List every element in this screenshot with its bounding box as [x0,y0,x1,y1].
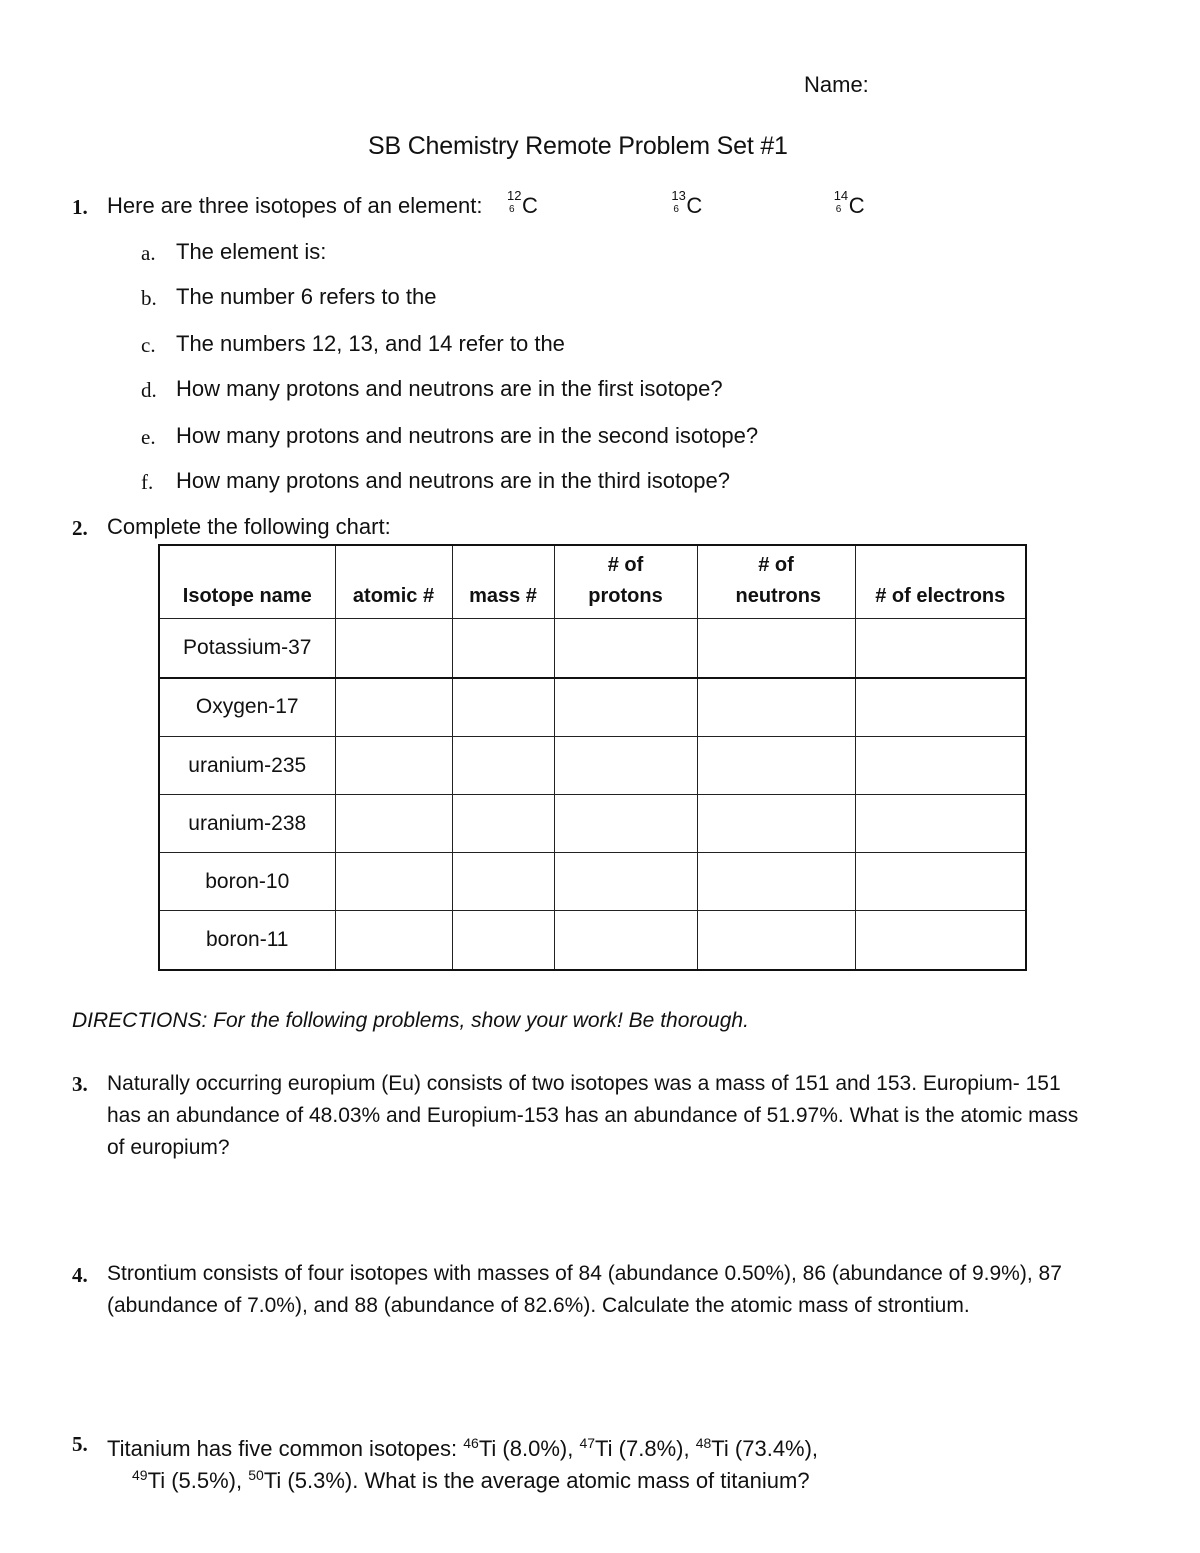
q1f-text: How many protons and neutrons are in the third isotope? [176,468,730,493]
q1-text: Here are three isotopes of an element: [107,193,483,218]
table-row [159,678,1026,737]
q1d-letter: d. [141,378,157,402]
answer-cell[interactable] [335,795,452,853]
isotope-carbon-14 [833,188,865,221]
q5-line-2 [132,1460,810,1496]
answer-cell[interactable] [452,853,554,911]
isotope-symbol: C [848,193,865,218]
q3-number: 3. [72,1072,88,1096]
q4-number: 4. [72,1263,88,1287]
q1a-letter: a. [141,241,156,265]
answer-cell[interactable] [855,619,1026,678]
isotope-carbon-12 [507,188,538,221]
directions-text: DIRECTIONS: For the following problems, show your work! Be thorough. [72,1009,749,1032]
answer-cell[interactable] [697,911,855,970]
isotope-symbol: C [686,193,703,218]
q1-number: 1. [72,195,88,219]
answer-cell[interactable] [335,737,452,795]
ti46-text: Ti (8.0%), [478,1436,580,1461]
isotope-name-cell: Oxygen-17 [159,678,335,737]
q1c-letter: c. [141,333,156,357]
isotope-atomic-number: 6 [509,204,515,215]
isotope-name-cell: uranium-235 [159,737,335,795]
page-title: SB Chemistry Remote Problem Set #1 [368,132,788,160]
q1e-letter: e. [141,425,156,449]
isotope-name-cell: Potassium-37 [159,619,335,678]
ti48-text: Ti (73.4%), [711,1436,819,1461]
isotope-mass: 14 [833,188,849,203]
ti50-text: Ti (5.3%). [263,1468,365,1493]
header-isotope-name: Isotope name [159,545,335,619]
ti47-text: Ti (7.8%), [595,1436,696,1461]
ti47-mass: 47 [579,1435,596,1451]
header-protons: # of protons [554,545,697,619]
name-label: Name: [804,72,869,97]
q3-text: Naturally occurring europium (Eu) consists of two isotopes was a mass of 151 and 153. Europium- 151 has an abundance of 48.03% and Europium-153 has an abundance of 51.97%. What is the atomic mass of europium? [107,1072,1079,1159]
header-neutrons: # of neutrons [697,545,855,619]
q1d-text: How many protons and neutrons are in the first isotope? [176,376,723,401]
answer-cell[interactable] [335,678,452,737]
answer-cell[interactable] [452,619,554,678]
q5-number: 5. [72,1432,88,1456]
q2-text: Complete the following chart: [107,514,391,539]
isotope-atomic-number: 6 [835,204,842,215]
answer-cell[interactable] [452,795,554,853]
isotope-name-cell: uranium-238 [159,795,335,853]
table-row [159,853,1026,911]
answer-cell[interactable] [335,911,452,970]
answer-cell[interactable] [855,853,1026,911]
answer-cell[interactable] [554,795,697,853]
q1c-text: The numbers 12, 13, and 14 refer to the [176,331,565,356]
answer-cell[interactable] [554,853,697,911]
q1b-text: The number 6 refers to the [176,284,437,309]
answer-cell[interactable] [855,737,1026,795]
answer-cell[interactable] [554,619,697,678]
answer-cell[interactable] [697,678,855,737]
table-row [159,737,1026,795]
answer-cell[interactable] [697,737,855,795]
ti48-mass: 48 [695,1435,712,1451]
answer-cell[interactable] [554,678,697,737]
answer-cell[interactable] [452,737,554,795]
isotope-name-cell: boron-10 [159,853,335,911]
q2-number: 2. [72,516,88,540]
isotope-symbol: C [522,193,538,218]
q5-line-1 [107,1428,818,1464]
ti46-mass: 46 [463,1435,479,1451]
ti50-mass: 50 [248,1467,264,1483]
ti49-mass: 49 [132,1467,148,1483]
isotope-mass: 13 [671,188,686,203]
q5-intro: Titanium has five common isotopes: [107,1436,464,1461]
answer-cell[interactable] [697,795,855,853]
q1e-text: How many protons and neutrons are in the second isotope? [176,423,759,448]
answer-cell[interactable] [855,911,1026,970]
isotope-name-cell: boron-11 [159,911,335,970]
isotope-mass: 12 [507,188,522,203]
q1f-letter: f. [141,470,154,494]
table-row [159,795,1026,853]
answer-cell[interactable] [855,678,1026,737]
isotope-carbon-13 [671,188,703,221]
header-atomic-number: atomic # [335,545,452,619]
answer-cell[interactable] [335,619,452,678]
header-mass-number: mass # [452,545,554,619]
answer-cell[interactable] [335,853,452,911]
answer-cell[interactable] [855,795,1026,853]
answer-cell[interactable] [697,853,855,911]
q1a-text: The element is: [176,239,327,264]
q1b-letter: b. [141,286,157,310]
isotope-chart [158,544,1027,971]
answer-cell[interactable] [452,678,554,737]
answer-cell[interactable] [452,911,554,970]
table-row [159,619,1026,678]
q5-question: What is the average atomic mass of titanium? [364,1468,810,1493]
ti49-text: Ti (5.5%), [147,1468,249,1493]
header-electrons: # of electrons [855,545,1026,619]
chart-header-row [159,545,1026,619]
table-row [159,911,1026,970]
answer-cell[interactable] [554,737,697,795]
q4-text: Strontium consists of four isotopes with masses of 84 (abundance 0.50%), 86 (abundance of 9.9%), 87 (abundance of 7.0%), and 88 (abundance of 82.6%). Calculate the atomic mass of strontium. [107,1262,1062,1317]
answer-cell[interactable] [697,619,855,678]
answer-cell[interactable] [554,911,697,970]
isotope-atomic-number: 6 [673,204,679,215]
